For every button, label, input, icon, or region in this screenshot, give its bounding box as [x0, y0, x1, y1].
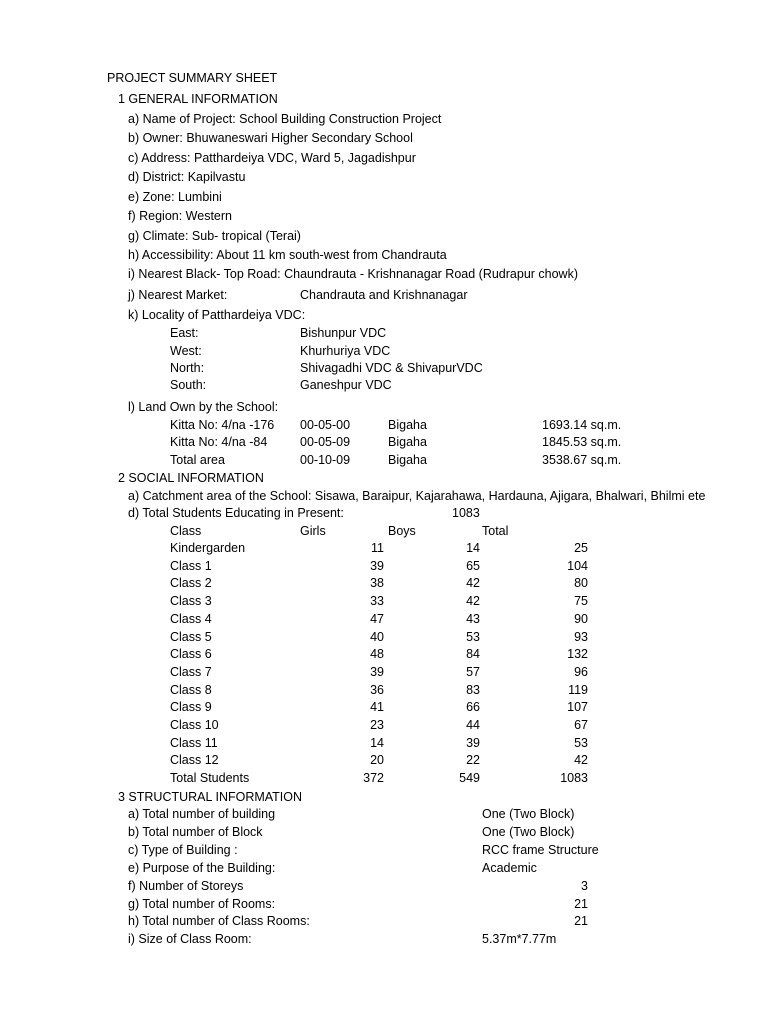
table-header-total: Total: [482, 524, 509, 538]
locality-label: k) Locality of Patthardeiya VDC:: [128, 308, 306, 322]
structural-heading: 3 STRUCTURAL INFORMATION: [118, 790, 303, 804]
structural-label: c) Type of Building :: [128, 842, 238, 857]
locality-dir: North:: [170, 361, 205, 375]
table-cell-boys: 14: [466, 541, 480, 555]
table-cell-boys: 66: [466, 700, 480, 715]
general-item: d) District: Kapilvastu: [128, 170, 246, 184]
market-value: Chandrauta and Krishnanagar: [300, 288, 468, 302]
table-header-class: Class: [170, 524, 202, 538]
locality-dir: West:: [170, 344, 202, 358]
table-cell-boys: 84: [466, 647, 480, 662]
table-header-girls: Girls: [300, 524, 326, 538]
table-cell-girls: 23: [370, 718, 384, 732]
table-cell-boys: 43: [466, 611, 480, 626]
table-cell-girls: 39: [370, 664, 384, 679]
table-cell-class: Class 8: [170, 682, 212, 697]
structural-label: h) Total number of Class Rooms:: [128, 914, 310, 929]
table-cell-boys: 42: [466, 594, 480, 609]
students-value: 1083: [452, 506, 480, 520]
table-cell-class: Class 2: [170, 576, 212, 591]
table-cell-boys: 44: [466, 718, 480, 732]
table-cell-girls: 38: [370, 576, 384, 591]
land-area: 1845.53 sq.m.: [542, 435, 622, 449]
table-cell-total: 1083: [560, 771, 588, 786]
land-area: 3538.67 sq.m.: [542, 453, 622, 467]
structural-label: a) Total number of building: [128, 807, 276, 821]
table-cell-girls: 372: [363, 771, 384, 786]
table-cell-boys: 549: [459, 771, 480, 786]
table-cell-class: Class 9: [170, 700, 212, 715]
structural-value: 3: [581, 878, 588, 893]
table-cell-class: Class 12: [170, 753, 219, 768]
general-item: i) Nearest Black- Top Road: Chaundrauta - Krishnanagar Road (Rudrapur chowk): [128, 267, 578, 281]
structural-value: Academic: [482, 860, 537, 875]
land-kitta: Kitta No: 4/na -176: [170, 418, 275, 432]
land-kitta: Total area: [170, 453, 225, 467]
land-area: 1693.14 sq.m.: [542, 418, 622, 432]
land-unit: Bigaha: [388, 435, 427, 449]
table-cell-class: Class 1: [170, 558, 212, 573]
table-cell-class: Class 7: [170, 664, 212, 679]
table-cell-class: Class 10: [170, 718, 219, 732]
locality-value: Bishunpur VDC: [300, 326, 387, 340]
table-cell-girls: 33: [370, 594, 384, 609]
table-cell-total: 119: [568, 682, 588, 697]
table-cell-total: 80: [574, 576, 588, 591]
table-cell-girls: 11: [371, 541, 384, 555]
table-cell-girls: 41: [370, 700, 384, 715]
general-item: e) Zone: Lumbini: [128, 190, 222, 204]
table-cell-boys: 39: [466, 735, 480, 750]
land-kitta: Kitta No: 4/na -84: [170, 435, 268, 449]
general-item: a) Name of Project: School Building Construction Project: [128, 112, 442, 126]
structural-value: One (Two Block): [482, 807, 575, 821]
table-cell-total: 25: [574, 541, 588, 555]
table-cell-girls: 40: [370, 629, 384, 644]
general-heading: 1 GENERAL INFORMATION: [118, 92, 278, 106]
land-unit: Bigaha: [388, 418, 427, 432]
table-cell-girls: 47: [370, 611, 384, 626]
table-header-boys: Boys: [388, 524, 416, 538]
table-cell-total: 75: [574, 594, 588, 609]
table-cell-class: Class 11: [170, 735, 218, 750]
catchment-area: a) Catchment area of the School: Sisawa, Baraipur, Kajarahawa, Hardauna, Ajigara, Bhalwari, Bhilmi ete: [128, 489, 706, 503]
land-code: 00-10-09: [300, 453, 351, 467]
table-cell-class: Total Students: [170, 771, 250, 786]
table-cell-boys: 42: [466, 576, 480, 591]
table-cell-total: 96: [574, 664, 588, 679]
table-cell-class: Class 4: [170, 611, 212, 626]
structural-label: g) Total number of Rooms:: [128, 896, 276, 911]
table-cell-class: Class 5: [170, 629, 212, 644]
table-cell-total: 90: [574, 611, 588, 626]
structural-value: 21: [574, 914, 588, 929]
locality-value: Shivagadhi VDC & ShivapurVDC: [300, 361, 483, 375]
table-cell-total: 67: [574, 718, 588, 732]
sheet-title: PROJECT SUMMARY SHEET: [107, 71, 278, 85]
table-cell-girls: 14: [370, 735, 384, 750]
table-cell-class: Class 6: [170, 647, 212, 662]
locality-value: Khurhuriya VDC: [300, 344, 391, 358]
locality-dir: East:: [170, 326, 199, 340]
general-item: g) Climate: Sub- tropical (Terai): [128, 229, 301, 243]
table-cell-class: Kindergarden: [170, 541, 246, 555]
structural-value: 5.37m*7.77m: [482, 932, 557, 947]
table-cell-boys: 57: [466, 664, 480, 679]
structural-label: e) Purpose of the Building:: [128, 860, 276, 875]
general-item: c) Address: Patthardeiya VDC, Ward 5, Jagadishpur: [128, 151, 416, 165]
locality-value: Ganeshpur VDC: [300, 378, 392, 392]
structural-value: 21: [574, 896, 588, 911]
land-code: 00-05-09: [300, 435, 351, 449]
students-label: d) Total Students Educating in Present:: [128, 506, 344, 520]
structural-label: b) Total number of Block: [128, 824, 263, 839]
general-item: b) Owner: Bhuwaneswari Higher Secondary School: [128, 131, 413, 145]
table-cell-total: 104: [567, 558, 588, 573]
structural-value: RCC frame Structure: [482, 842, 599, 857]
table-cell-total: 132: [567, 647, 588, 662]
table-cell-boys: 53: [466, 629, 480, 644]
table-cell-girls: 48: [370, 647, 384, 662]
locality-dir: South:: [170, 378, 207, 392]
table-cell-girls: 20: [370, 753, 384, 768]
table-cell-total: 42: [574, 753, 588, 768]
table-cell-class: Class 3: [170, 594, 212, 609]
structural-label: f) Number of Storeys: [128, 878, 244, 893]
land-label: l) Land Own by the School:: [128, 400, 279, 414]
table-cell-total: 53: [574, 735, 588, 750]
land-unit: Bigaha: [388, 453, 427, 467]
market-label: j) Nearest Market:: [128, 288, 228, 302]
structural-label: i) Size of Class Room:: [128, 932, 252, 947]
general-item: f) Region: Western: [128, 209, 232, 223]
table-cell-boys: 83: [466, 682, 480, 697]
general-item: h) Accessibility: About 11 km south-west from Chandrauta: [128, 248, 447, 262]
table-cell-boys: 22: [466, 753, 480, 768]
table-cell-boys: 65: [466, 558, 480, 573]
structural-value: One (Two Block): [482, 824, 575, 839]
table-cell-girls: 36: [370, 682, 384, 697]
land-code: 00-05-00: [300, 418, 351, 432]
table-cell-girls: 39: [370, 558, 384, 573]
table-cell-total: 107: [567, 700, 588, 715]
social-heading: 2 SOCIAL INFORMATION: [118, 471, 264, 485]
table-cell-total: 93: [574, 629, 588, 644]
